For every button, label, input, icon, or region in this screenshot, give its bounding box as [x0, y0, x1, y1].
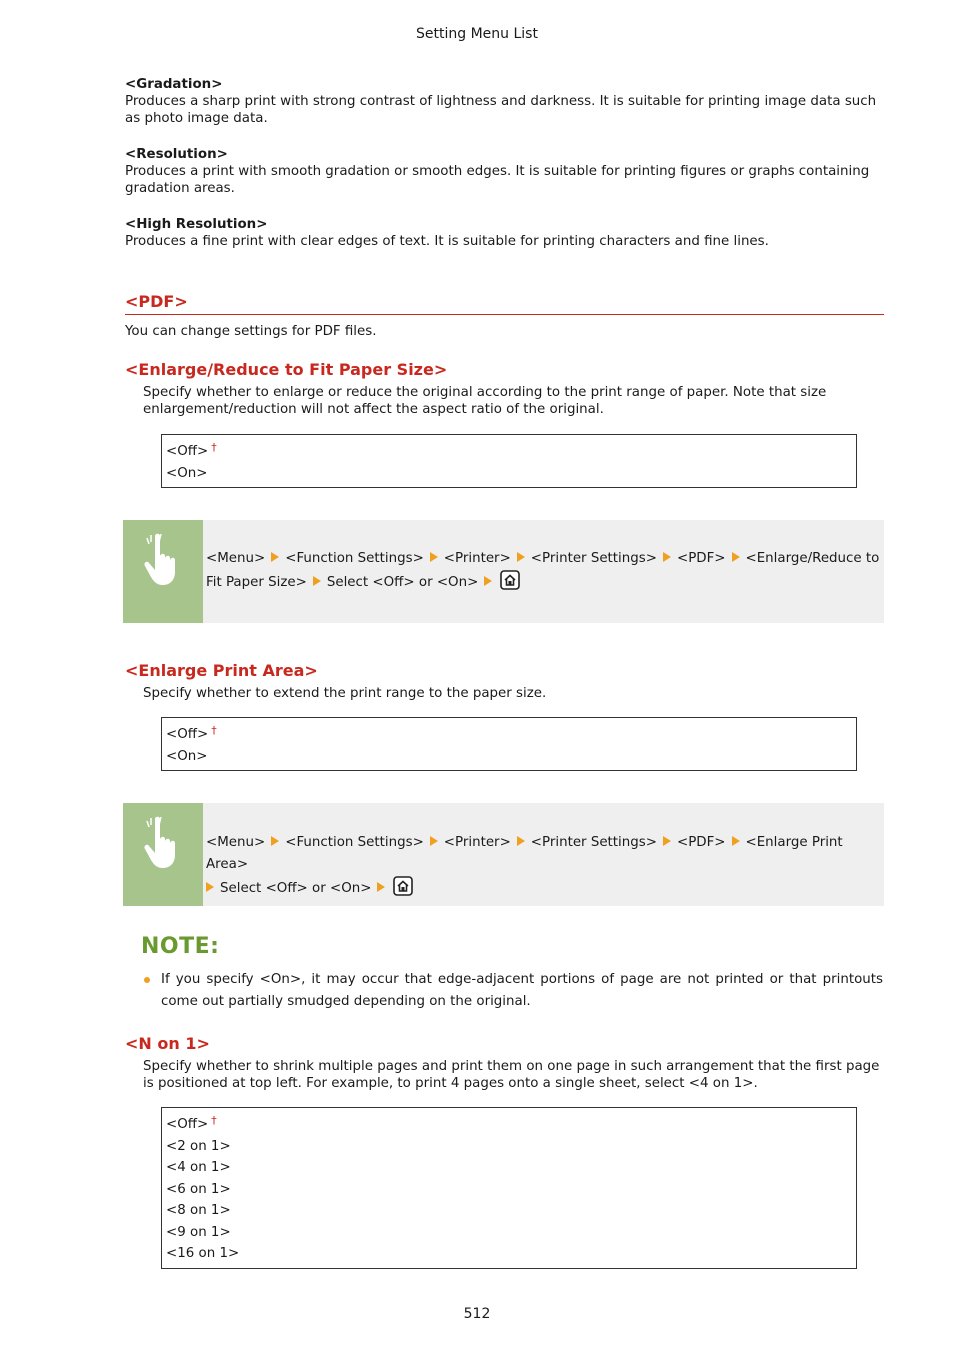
- def-term: <Resolution>: [125, 147, 228, 162]
- hand-touch-icon: [139, 532, 187, 588]
- subsection-desc: Specify whether to shrink multiple pages and print them on one page in such arrangement that the first page is positioned at top left. For example, to print 4 pages onto a single sheet, select <4 on 1>.: [143, 1059, 880, 1091]
- arrow-right-icon: [313, 576, 321, 586]
- arrow-right-icon: [430, 836, 438, 846]
- subsection-title-enlarge-area: <Enlarge Print Area>: [125, 661, 318, 680]
- def-high-resolution: [125, 216, 885, 250]
- option-row: <On>: [166, 748, 208, 764]
- arrow-right-icon: [271, 836, 279, 846]
- page-number: 512: [463, 1306, 491, 1322]
- arrow-right-icon: [517, 836, 525, 846]
- def-gradation: [125, 76, 885, 127]
- def-desc: Produces a print with smooth gradation or smooth edges. It is suitable for printing figures or graphs containing gradation areas.: [125, 164, 870, 196]
- options-box: [161, 717, 857, 771]
- arrow-right-icon: [663, 836, 671, 846]
- subsection-title-n-on-1: <N on 1>: [125, 1034, 210, 1053]
- subsection-desc: Specify whether to enlarge or reduce the original according to the print range of paper. Note that size enlargement/reduction will not affect the aspect ratio of the original.: [143, 385, 827, 417]
- subsection-desc: Specify whether to extend the print range to the paper size.: [143, 686, 547, 701]
- home-button-icon: [500, 570, 520, 590]
- note-text: If you specify <On>, it may occur that edge-adjacent portions of page are not printed or that printouts come out partially smudged depending on the original.: [161, 972, 883, 1009]
- option-row: <On>: [166, 465, 208, 481]
- operation-path: <Menu> <Function Settings> <Printer> <Printer Settings> <PDF> <Enlarge/Reduce to Fit Paper Size> Select <Off> or <On>: [206, 551, 880, 590]
- arrow-right-icon: [206, 882, 214, 892]
- note-title: NOTE:: [141, 934, 220, 959]
- def-term: <High Resolution>: [125, 217, 268, 232]
- default-mark: †: [211, 724, 217, 737]
- default-mark: †: [211, 441, 217, 454]
- options-box: [161, 434, 857, 488]
- def-term: <Gradation>: [125, 77, 223, 92]
- hand-cell: [123, 520, 203, 623]
- option-row: <Off> †: [166, 441, 217, 459]
- arrow-right-icon: [484, 576, 492, 586]
- arrow-right-icon: [430, 552, 438, 562]
- def-desc: Produces a sharp print with strong contrast of lightness and darkness. It is suitable for printing image data such as photo image data.: [125, 94, 877, 126]
- hand-touch-icon: [139, 815, 187, 871]
- option-row: <16 on 1>: [166, 1246, 240, 1261]
- arrow-right-icon: [663, 552, 671, 562]
- default-mark: †: [211, 1114, 217, 1127]
- option-row: <8 on 1>: [166, 1203, 231, 1218]
- option-row: <Off> †: [166, 1114, 217, 1132]
- def-resolution: [125, 146, 885, 197]
- subsection-title-enlarge-reduce: <Enlarge/Reduce to Fit Paper Size>: [125, 360, 448, 379]
- arrow-right-icon: [732, 836, 740, 846]
- def-desc: Produces a fine print with clear edges of text. It is suitable for printing characters and fine lines.: [125, 234, 769, 249]
- operation-path-box: [123, 803, 884, 906]
- arrow-right-icon: [517, 552, 525, 562]
- options-box: [161, 1107, 857, 1269]
- arrow-right-icon: [377, 882, 385, 892]
- option-row: <Off> †: [166, 724, 217, 742]
- option-row: <4 on 1>: [166, 1160, 231, 1175]
- bullet-icon: [144, 977, 150, 983]
- operation-path-box: [123, 520, 884, 623]
- section-title-pdf: <PDF>: [125, 292, 884, 315]
- arrow-right-icon: [732, 552, 740, 562]
- section-intro: You can change settings for PDF files.: [125, 324, 377, 339]
- option-row: <6 on 1>: [166, 1181, 231, 1197]
- page-header: Setting Menu List: [416, 26, 538, 42]
- home-button-icon: [393, 876, 413, 896]
- option-row: <9 on 1>: [166, 1224, 231, 1240]
- operation-path: <Menu> <Function Settings> <Printer> <Printer Settings> <PDF> <Enlarge Print Area> Select <Off> or <On>: [206, 835, 843, 896]
- arrow-right-icon: [271, 552, 279, 562]
- hand-cell: [123, 803, 203, 906]
- option-row: <2 on 1>: [166, 1138, 231, 1154]
